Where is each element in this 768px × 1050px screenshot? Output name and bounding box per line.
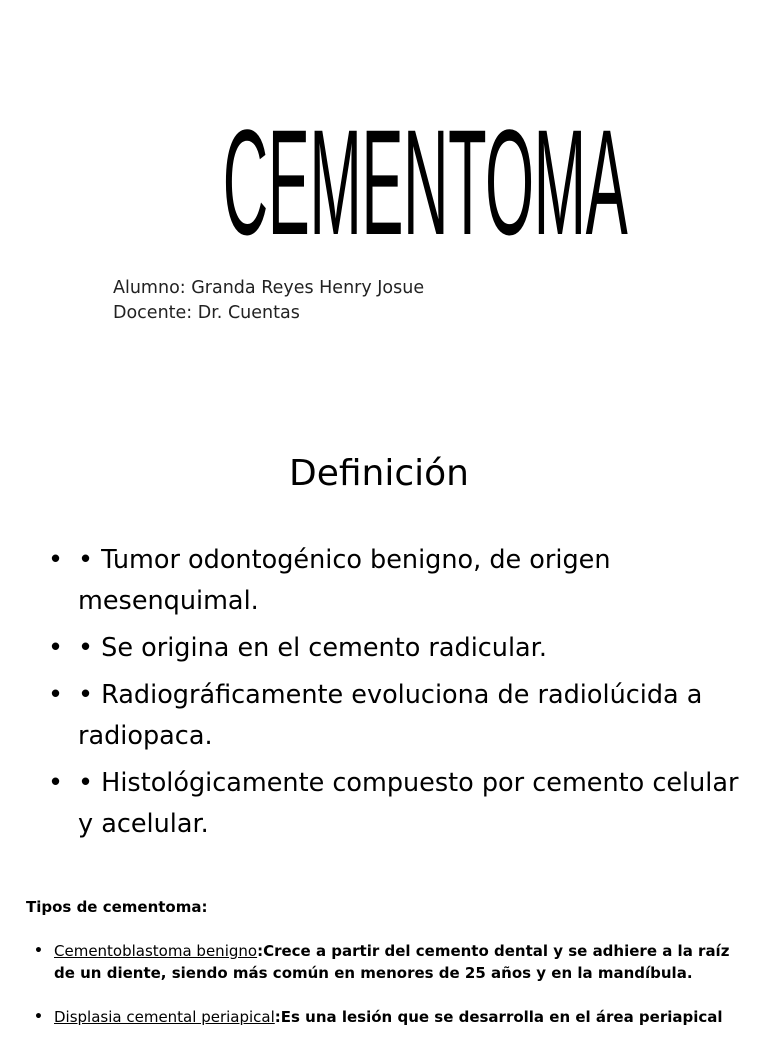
bullet-icon: •	[48, 545, 64, 575]
types-heading: Tipos de cementoma:	[26, 898, 208, 916]
bullet-icon: •	[48, 768, 64, 798]
credits-block	[113, 276, 424, 326]
list-item-text: • Radiográficamente evoluciona de radiolúcida a radiopaca.	[78, 680, 703, 751]
type-description: :Crece a partir del cemento dental y se adhiere a la raíz de un diente, siendo más común en menores de 25 años y en la mandíbula.	[54, 942, 730, 982]
list-item	[48, 675, 748, 757]
bullet-icon: •	[48, 680, 64, 710]
list-item-text: • Se origina en el cemento radicular.	[78, 633, 547, 663]
list-item	[48, 763, 748, 845]
definition-heading: Definición	[289, 453, 469, 494]
type-description: :Es una lesión que se desarrolla en el área periapical	[274, 1008, 723, 1026]
bullet-icon: •	[34, 1009, 43, 1025]
types-list	[34, 940, 734, 1050]
student-name: Alumno: Granda Reyes Henry Josue	[113, 278, 425, 298]
definition-list	[48, 540, 748, 851]
bullet-icon: •	[34, 943, 43, 959]
list-item	[34, 940, 734, 984]
list-item	[34, 1006, 734, 1028]
bullet-icon: •	[48, 633, 64, 663]
list-item-text: • Tumor odontogénico benigno, de origen mesenquimal.	[78, 545, 611, 616]
type-term: Cementoblastoma benigno	[54, 942, 258, 960]
type-term: Displasia cemental periapical	[54, 1008, 275, 1026]
list-item-text: • Histológicamente compuesto por cemento celular y acelular.	[78, 768, 739, 839]
teacher-name: Docente: Dr. Cuentas	[113, 303, 300, 323]
list-item	[48, 628, 748, 669]
list-item	[48, 540, 748, 622]
document-title: CEMENTOMA	[222, 98, 628, 266]
